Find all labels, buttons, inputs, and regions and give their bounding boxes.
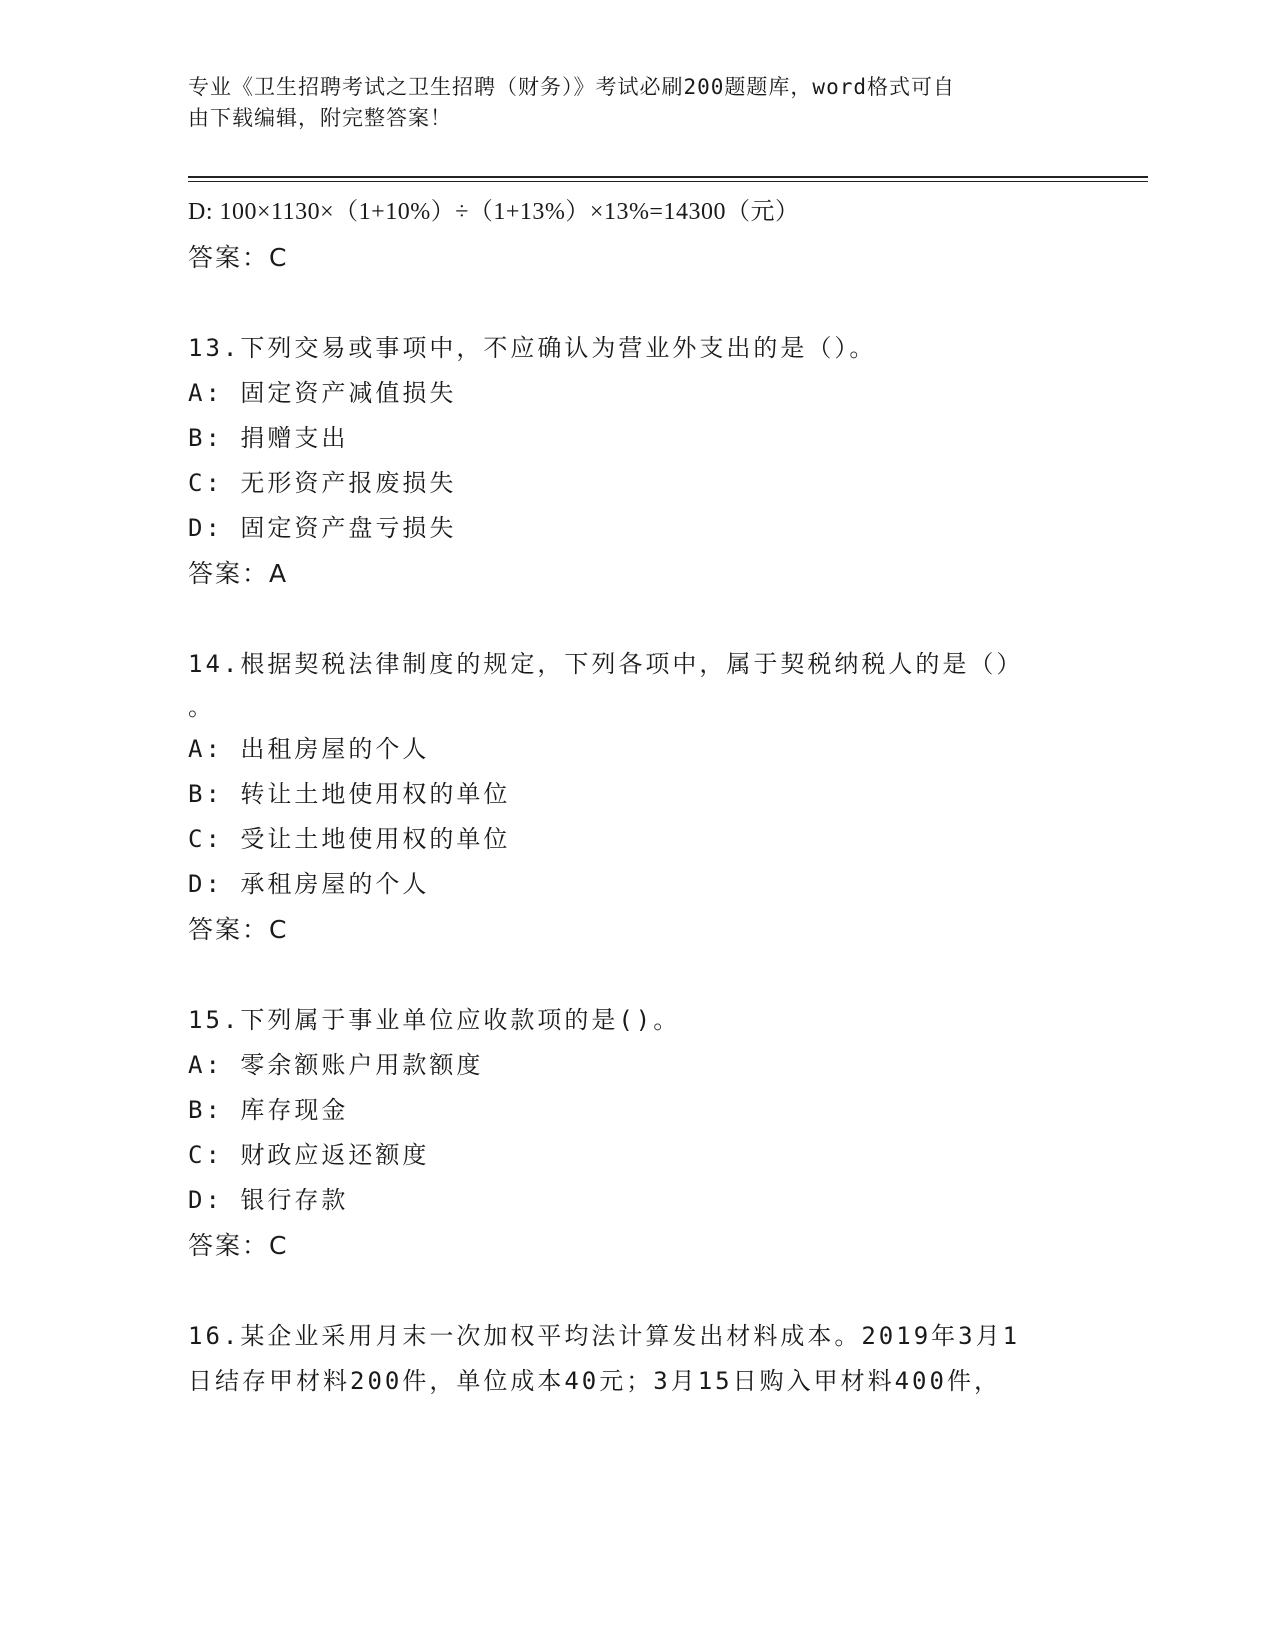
option-c: C: 受让土地使用权的单位: [188, 825, 511, 853]
spacer: [188, 1268, 1088, 1314]
header-divider-thick: [188, 176, 1148, 178]
option-b: B: 转让土地使用权的单位: [188, 780, 511, 808]
spacer: [188, 952, 1088, 998]
option-a: A: 零余额账户用款额度: [188, 1051, 484, 1079]
option-d: D: 承租房屋的个人: [188, 870, 430, 898]
option-d: D: 100×1130×（1+10%）÷（1+13%）×13%=14300（元）: [188, 199, 800, 225]
question-stem-continuation: 。: [188, 693, 215, 721]
option-a: A: 出租房屋的个人: [188, 735, 430, 763]
header-divider-thin: [188, 181, 1148, 182]
question-stem-line-1: 16.某企业采用月末一次加权平均法计算发出材料成本。2019年3月1: [188, 1322, 1021, 1350]
answer-line: 答案：A: [188, 559, 289, 588]
option-b: B: 捐赠支出: [188, 424, 349, 452]
spacer: [188, 280, 1088, 326]
option-d: D: 银行存款: [188, 1186, 349, 1214]
option-b: B: 库存现金: [188, 1096, 349, 1124]
question-stem: 15.下列属于事业单位应收款项的是()。: [188, 1006, 681, 1034]
question-stem-line-2: 日结存甲材料200件，单位成本40元；3月15日购入甲材料400件，: [188, 1367, 1001, 1395]
header-title-line-2: 由下载编辑，附完整答案！: [188, 106, 452, 130]
question-13: [188, 326, 1088, 596]
option-a: A: 固定资产减值损失: [188, 379, 457, 407]
question-stem: 14.根据契税法律制度的规定，下列各项中，属于契税纳税人的是（）: [188, 650, 1024, 678]
answer-line: 答案：C: [188, 243, 289, 272]
header-title-line-1: 专业《卫生招聘考试之卫生招聘（财务）》考试必刷200题题库，word格式可自: [188, 75, 955, 99]
answer-line: 答案：C: [188, 915, 289, 944]
spacer: [188, 596, 1088, 642]
option-c: C: 财政应返还额度: [188, 1141, 430, 1169]
question-list: [188, 190, 1088, 1404]
question-16: [188, 1314, 1088, 1404]
document-header: [188, 72, 1068, 134]
question-stem: 13.下列交易或事项中，不应确认为营业外支出的是（）。: [188, 334, 877, 362]
option-d: D: 固定资产盘亏损失: [188, 514, 457, 542]
option-c: C: 无形资产报废损失: [188, 469, 457, 497]
answer-line: 答案：C: [188, 1231, 289, 1260]
question-14: [188, 642, 1088, 952]
question-15: [188, 998, 1088, 1268]
